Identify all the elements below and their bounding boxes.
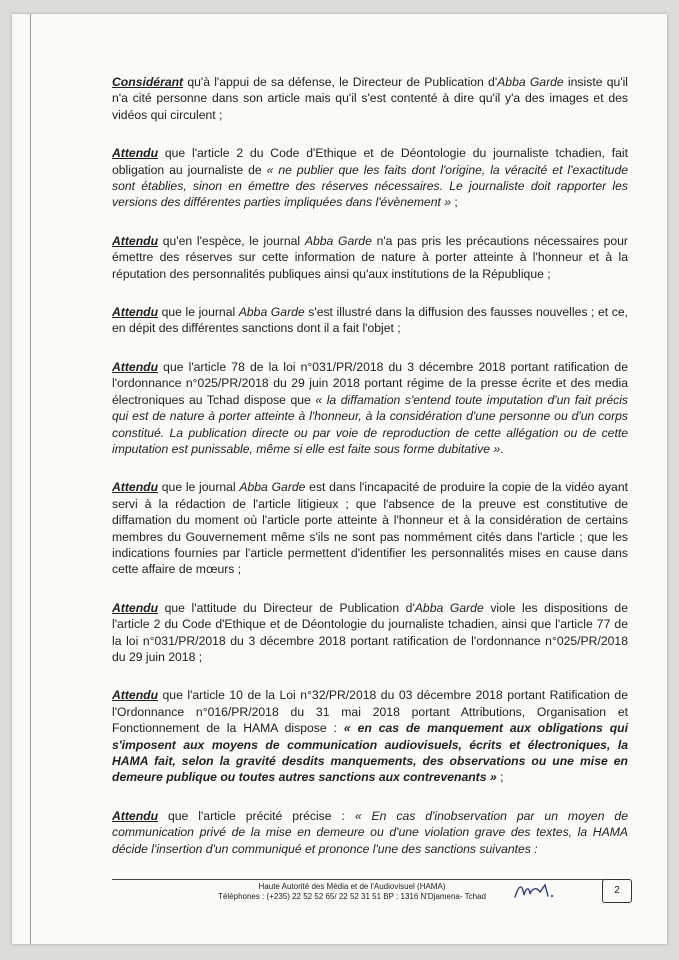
- paragraph: [112, 359, 628, 457]
- paragraph-lead-word: Attendu: [112, 808, 159, 823]
- paragraph-text: que l'attitude du Directeur de Publication d': [158, 600, 415, 615]
- footer-contact: Téléphones : (+235) 22 52 52 65/ 22 52 31 51 BP : 1316 N'Djamena- Tchad: [218, 892, 486, 901]
- paragraph-text: viole les dispositions de l'article 2 du Code d'Ethique et de Déontologie du journaliste tchadien, ainsi que l'article 77 de la loi n°031/PR/2018 du 3 décembre 2018 portant ratification de l'ordonnance n°025/PR/2018 du 29 juin 2018 ;: [112, 600, 628, 664]
- paragraph-text: que le journal: [158, 305, 239, 320]
- paragraph-lead-word: Attendu: [112, 233, 159, 248]
- publication-name: Abba Garde: [304, 233, 372, 248]
- paragraph-text: s'est illustré dans la diffusion des fausses nouvelles ; et ce, en dépit des différentes sanctions dont il a fait l'objet ;: [112, 305, 628, 336]
- quoted-text: « la diffamation s'entend toute imputation d'un fait précis qui est de nature à porter atteinte à l'honneur, à la considération d'une personne ou d'un corps constitué. La publication directe ou par voie de reproduction de cette allégation ou de cette imputation est punissable, même si elle est faite sous forme dubitative »: [112, 392, 628, 456]
- paragraph-lead-word: Attendu: [112, 480, 159, 495]
- paragraph-text: que l'article 78 de la loi n°031/PR/2018 du 3 décembre 2018 portant ratification de l'ordonnance n°025/PR/2018 du 29 juin 2018 portant régime de la presse écrite et des media électroniques au Tchad dispose que: [112, 359, 628, 407]
- paragraph-text: que l'article précité précise :: [158, 808, 355, 823]
- paragraph: [112, 233, 628, 282]
- paragraph: [112, 145, 628, 211]
- paragraph-text: est dans l'incapacité de produire la copie de la vidéo ayant servi à la rédaction de l'article litigieux ; que l'absence de la preuve est constitutive de diffamation du moment où l'article porte atteinte à l'honneur et à la considération de certains membres du Gouvernement même s'ils ne sont pas nommément cités dans l'article ; que les indications fournies par l'article permettent d'identifier les personnalités mises en cause dans cette affaire de mœurs ;: [112, 480, 628, 577]
- page-edge-line: [30, 14, 31, 944]
- page-number: 2: [602, 879, 632, 903]
- publication-name: Abba Garde: [239, 480, 306, 495]
- paragraph-text: insiste qu'il n'a cité personne dans son article mais qu'il s'est contenté à dire qu'il y'a des images et des vidéos qui circulent ;: [112, 75, 628, 122]
- publication-name: Abba Garde: [497, 75, 564, 89]
- footer-organization: Haute Autorité des Média et de l'Audiovisuel (HAMA): [258, 882, 446, 891]
- publication-name: Abba Garde: [414, 600, 484, 615]
- paragraph: [112, 687, 628, 785]
- paragraph-lead-word: Attendu: [112, 688, 159, 703]
- quoted-text-bold: « en cas de manquement aux obligations qui s'imposent aux moyens de communication audiovisuels, écrits et électroniques, la HAMA fait, selon la gravité desdits manquements, des observations ou une mise en demeure publique ou toutes autres sanctions aux contrevenants »: [112, 721, 628, 785]
- paragraph-text: n'a pas pris les précautions nécessaires pour émettre des réserves sur cette information de nature à porter atteinte à l'honneur et à la réputation des personnalités publiques ainsi qu'aux institutions de la République ;: [112, 233, 628, 281]
- quoted-text: « ne publier que les faits dont l'origine, la véracité et l'exactitude sont établies, sinon en émettre des réserves nécessaires. Le journaliste doit rapporter les versions des différentes parties impliquées dans l'évènement »: [112, 162, 629, 210]
- paragraph-text: .: [500, 441, 504, 456]
- paragraph-lead-word: Attendu: [112, 305, 159, 320]
- paragraph-text: que l'article 2 du Code d'Ethique et de Déontologie du journaliste tchadien, fait obligation au journaliste de: [112, 146, 628, 177]
- paragraph-text: qu'en l'espèce, le journal: [158, 233, 305, 248]
- paragraph-lead-word: Attendu: [112, 146, 159, 161]
- document-page: [12, 14, 667, 944]
- paragraph-text: ;: [451, 195, 458, 210]
- document-body: [112, 74, 628, 879]
- paragraph-text: que le journal: [158, 480, 240, 495]
- paragraph-text: que l'article 10 de la Loi n°32/PR/2018 du 03 décembre 2018 portant Ratification de l'Ordonnance n°016/PR/2018 du 31 mai 2018 portant Attributions, Organisation et Fonctionnement de la HAMA dispose :: [112, 688, 628, 736]
- signature-mark: [512, 880, 556, 902]
- publication-name: Abba Garde: [238, 305, 305, 320]
- paragraph-lead-word: Attendu: [112, 600, 159, 615]
- paragraph-lead-word: Considérant: [112, 75, 184, 89]
- paragraph: [112, 74, 628, 123]
- paragraph: [112, 304, 628, 337]
- paragraph: [112, 808, 628, 857]
- paragraph: [112, 600, 628, 666]
- paragraph-text: qu'à l'appui de sa défense, le Directeur de Publication d': [183, 75, 498, 89]
- paragraph: [112, 479, 628, 577]
- paragraph-text: ;: [496, 770, 504, 785]
- quoted-text: « En cas d'inobservation par un moyen de communication privé de la mise en demeure ou d'une violation grave des textes, la HAMA décide l'insertion d'un communiqué et prononce l'une des sanctions suivantes :: [112, 808, 628, 856]
- paragraph-lead-word: Attendu: [112, 359, 159, 374]
